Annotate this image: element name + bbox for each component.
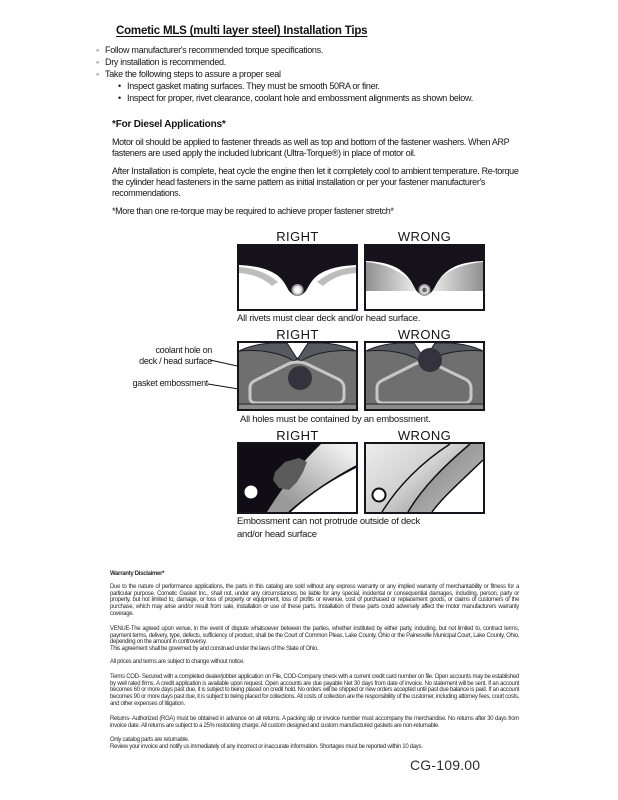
list-item (118, 92, 532, 104)
embossment-wrong-diagram (364, 442, 485, 514)
legal-paragraph: VENUE-The agreed upon venue, in the event of dispute whatsoever between the parties, whether instituted by either party, including, but not limited to, contract terms, payment terms, delivery, type, defects, sufficiency of product, shall be the Court of Common Pleas, Lake County, Ohio or the Painesville Municipal Court, Lake County, Ohio, depending on the amount in controversy. (110, 625, 519, 646)
paragraph: *More than one re-torque may be required to achieve proper fastener stretch* (112, 206, 394, 216)
right-label: RIGHT (276, 327, 319, 342)
page-title: Cometic MLS (multi layer steel) Installation Tips (116, 25, 368, 37)
section-heading: *For Diesel Applications* (112, 119, 226, 130)
list-item (96, 56, 532, 68)
legal-paragraph: Review your invoice and notify us immediately of any incorrect or inaccurate information. Shortages must be reported within 10 days. (110, 744, 423, 751)
diesel-applications-section (112, 118, 526, 217)
coolant-hole-right-diagram (237, 341, 358, 411)
coolant-hole-wrong-diagram (364, 341, 485, 411)
open-bullet-icon: ◦ (96, 45, 99, 55)
installation-tips-list (96, 44, 532, 104)
legal-paragraph: Due to the nature of performance applications, the parts in this catalog are sold without any express warranty or any implied warranty of merchantability or fitness for a particular purpose. Cometic Gasket Inc., shall not, under any circumstances, be liable for any special, incidental or consequential damages, including, person, party or property, but not limited to, damage, or loss of property or equipment, loss of profits or revenue, cost of purchased or replacement goods, or claims of customers of the purchase, which may arise and/or result from sale, installation or use of these parts. Installation of these parts could adversely affect the motor manufacturers warranty coverage. (110, 583, 519, 617)
bullet-text: Take the following steps to assure a proper seal (105, 69, 281, 79)
right-label: RIGHT (276, 428, 319, 443)
bullet-text: Follow manufacturer's recommended torque specifications. (105, 45, 324, 55)
list-item (96, 68, 532, 80)
right-label: RIGHT (276, 229, 319, 244)
gasket-embossment-annotation: gasket embossment (132, 378, 208, 388)
wrong-label: WRONG (397, 229, 452, 244)
legal-heading: Warranty Disclaimer* (110, 571, 165, 577)
list-item (118, 80, 532, 92)
legal-paragraph: Only catalog parts are returnable. (110, 737, 189, 744)
legal-paragraph: Returns- Authorized (RGA) must be obtained in advance on all returns. A packing slip or invoice number must accompany the merchandise. No returns after 30 days from invoice date. All returns are subject to a 25% restocking charge. All custom designed and custom manufactured gaskets are non-returnable. (110, 715, 519, 729)
wrong-label: WRONG (397, 428, 452, 443)
diagram-caption: All holes must be contained by an embossment. (240, 414, 431, 425)
legal-paragraph: All prices and terms are subject to change without notice. (110, 658, 245, 665)
paragraph: Motor oil should be applied to fastener threads as well as top and bottom of the fastener washers. When ARP fasteners are used apply the included lubricant (Ultra-Torque®) in place of motor oil. (112, 137, 510, 158)
rivet-right-diagram (237, 244, 358, 311)
warranty-disclaimer-section (110, 571, 519, 751)
coolant-hole-annotation: coolant hole on deck / head surface (139, 345, 212, 366)
page-number: CG-109.00 (410, 757, 481, 773)
open-bullet-icon: ◦ (96, 57, 99, 67)
diagram-caption: Embossment can not protrude outside of deck and/or head surface (237, 516, 421, 540)
legal-paragraph: Terms COD- Secured with a completed dealer/jobber application on File, COD-Company check with a current credit card number on file. Open accounts may be established by well rated firms. A credit application is available upon request. Open accounts are due payable Net 30 days from date of invoice. No statement will be sent. If an account becomes 60 or more days past due, it is subject to being placed on credit hold. No orders will be shipped or new orders accepted until past due balance is paid. If an account becomes 90 or more days past due, it is subject to being placed for collections. All costs of collection are the responsibility of the customer, including attorney fees, court costs, and other expenses of litigation. (110, 673, 519, 707)
wrong-label: WRONG (397, 327, 452, 342)
list-item (96, 44, 532, 56)
filled-bullet-icon: • (118, 93, 121, 103)
open-bullet-icon: ◦ (96, 69, 99, 79)
embossment-right-diagram (237, 442, 358, 514)
bullet-text: Inspect for proper, rivet clearance, coolant hole and embossment alignments as shown below. (127, 93, 473, 103)
bullet-text: Inspect gasket mating surfaces. They must be smooth 50RA or finer. (127, 81, 380, 91)
diagram-caption: All rivets must clear deck and/or head surface. (237, 313, 421, 324)
bullet-text: Dry installation is recommended. (105, 57, 226, 67)
rivet-wrong-diagram (364, 244, 485, 311)
paragraph: After Installation is complete, heat cycle the engine then let it completely cool to ambient temperature. Re-torque the cylinder head fasteners in the same pattern as initial installation or per your fastener manufacturer's recommendations. (112, 166, 519, 198)
filled-bullet-icon: • (118, 81, 121, 91)
legal-paragraph: This agreement shall be governed by and construed under the laws of the State of Ohio. (110, 646, 319, 653)
